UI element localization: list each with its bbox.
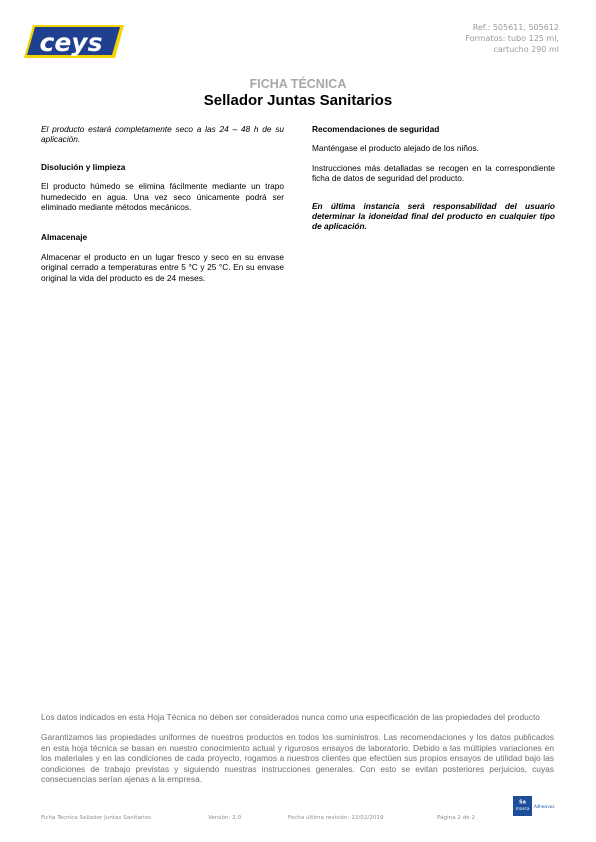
document-type: FICHA TÉCNICA (249, 77, 347, 91)
reference-block (409, 22, 559, 55)
section-text: El producto húmedo se elimina fácilmente mediante un trapo humedecido en agua. Una vez seco únicamente podrá ser eliminado mediante métodos mecánicos. (41, 181, 284, 213)
section-heading: Recomendaciones de seguridad (312, 124, 440, 134)
document-title: Sellador Juntas Sanitarios (203, 92, 393, 109)
footer-document-name: Ficha Técnica Sellador Juntas Sanitarios (41, 815, 152, 821)
ceys-logo (24, 22, 124, 60)
safety-text: Instrucciones más detalladas se recogen en la correspondiente ficha de datos de seguridad del producto. (312, 162, 555, 184)
left-column (41, 124, 284, 292)
section-heading: Almacenaje (41, 232, 88, 243)
svg-text:ceys: ceys (39, 28, 103, 57)
footer (0, 815, 596, 825)
formats-line: cartucho 290 ml (493, 45, 559, 54)
footer-version: Versión: 2.0 (208, 815, 242, 821)
footer-page-number: Página 2 de 2 (437, 815, 476, 821)
responsibility-warning: En última instancia será responsabilidad del usuario determinar la idoneidad final del producto en cualquier tipo de aplicación. (312, 200, 555, 232)
disclaimer-text: Los datos indicados en esta Hoja Técnica no deben ser considerados nunca como una especificación de las propiedades del producto (41, 712, 540, 722)
section-heading: Disolución y limpieza (41, 161, 126, 172)
formats-line: Formatos: tubo 125 ml, (465, 34, 559, 43)
right-column (312, 124, 555, 241)
safety-text: Manténgase el producto alejado de los niños. (312, 143, 479, 154)
drying-note: El producto estará completamente seco a las 24 – 48 h de su aplicación. (41, 124, 284, 145)
svg-text:Adhesivos: Adhesivos (534, 804, 555, 809)
footer-revision-date: Fecha última revisión: 22/02/2019 (288, 815, 384, 821)
reference-number: Ref.: 505611, 505612 (472, 23, 559, 32)
parent-brand-mark (513, 796, 559, 816)
svg-text:Sa: Sa (519, 799, 526, 806)
disclaimer-text: Garantizamos las propiedades uniformes de nuestros productos en todos los suministros. Las recomendaciones y los datos publicados en esta hoja técnica se basan en nuestro conocimiento actual y rigurosos ensayos de laboratorio. Debido a las múltiples variaciones en los materiales y en las condiciones de cada proyecto, rogamos a nuestros clientes que efectúen sus propios ensayos de utilidad bajo las condiciones de trabajo previstas y siguiendo nuestras instrucciones generales. Con esto se evitan posteriores perjuicios, cuyas consecuencias serían ajenas a la empresa. (41, 732, 554, 785)
svg-text:marca: marca (515, 807, 530, 812)
disclaimer (41, 712, 554, 794)
section-text: Almacenar el producto en un lugar fresco y seco en su envase original cerrado a temperaturas entre 5 °C y 25 °C. En su envase original la vida del producto es de 24 meses. (41, 251, 284, 283)
